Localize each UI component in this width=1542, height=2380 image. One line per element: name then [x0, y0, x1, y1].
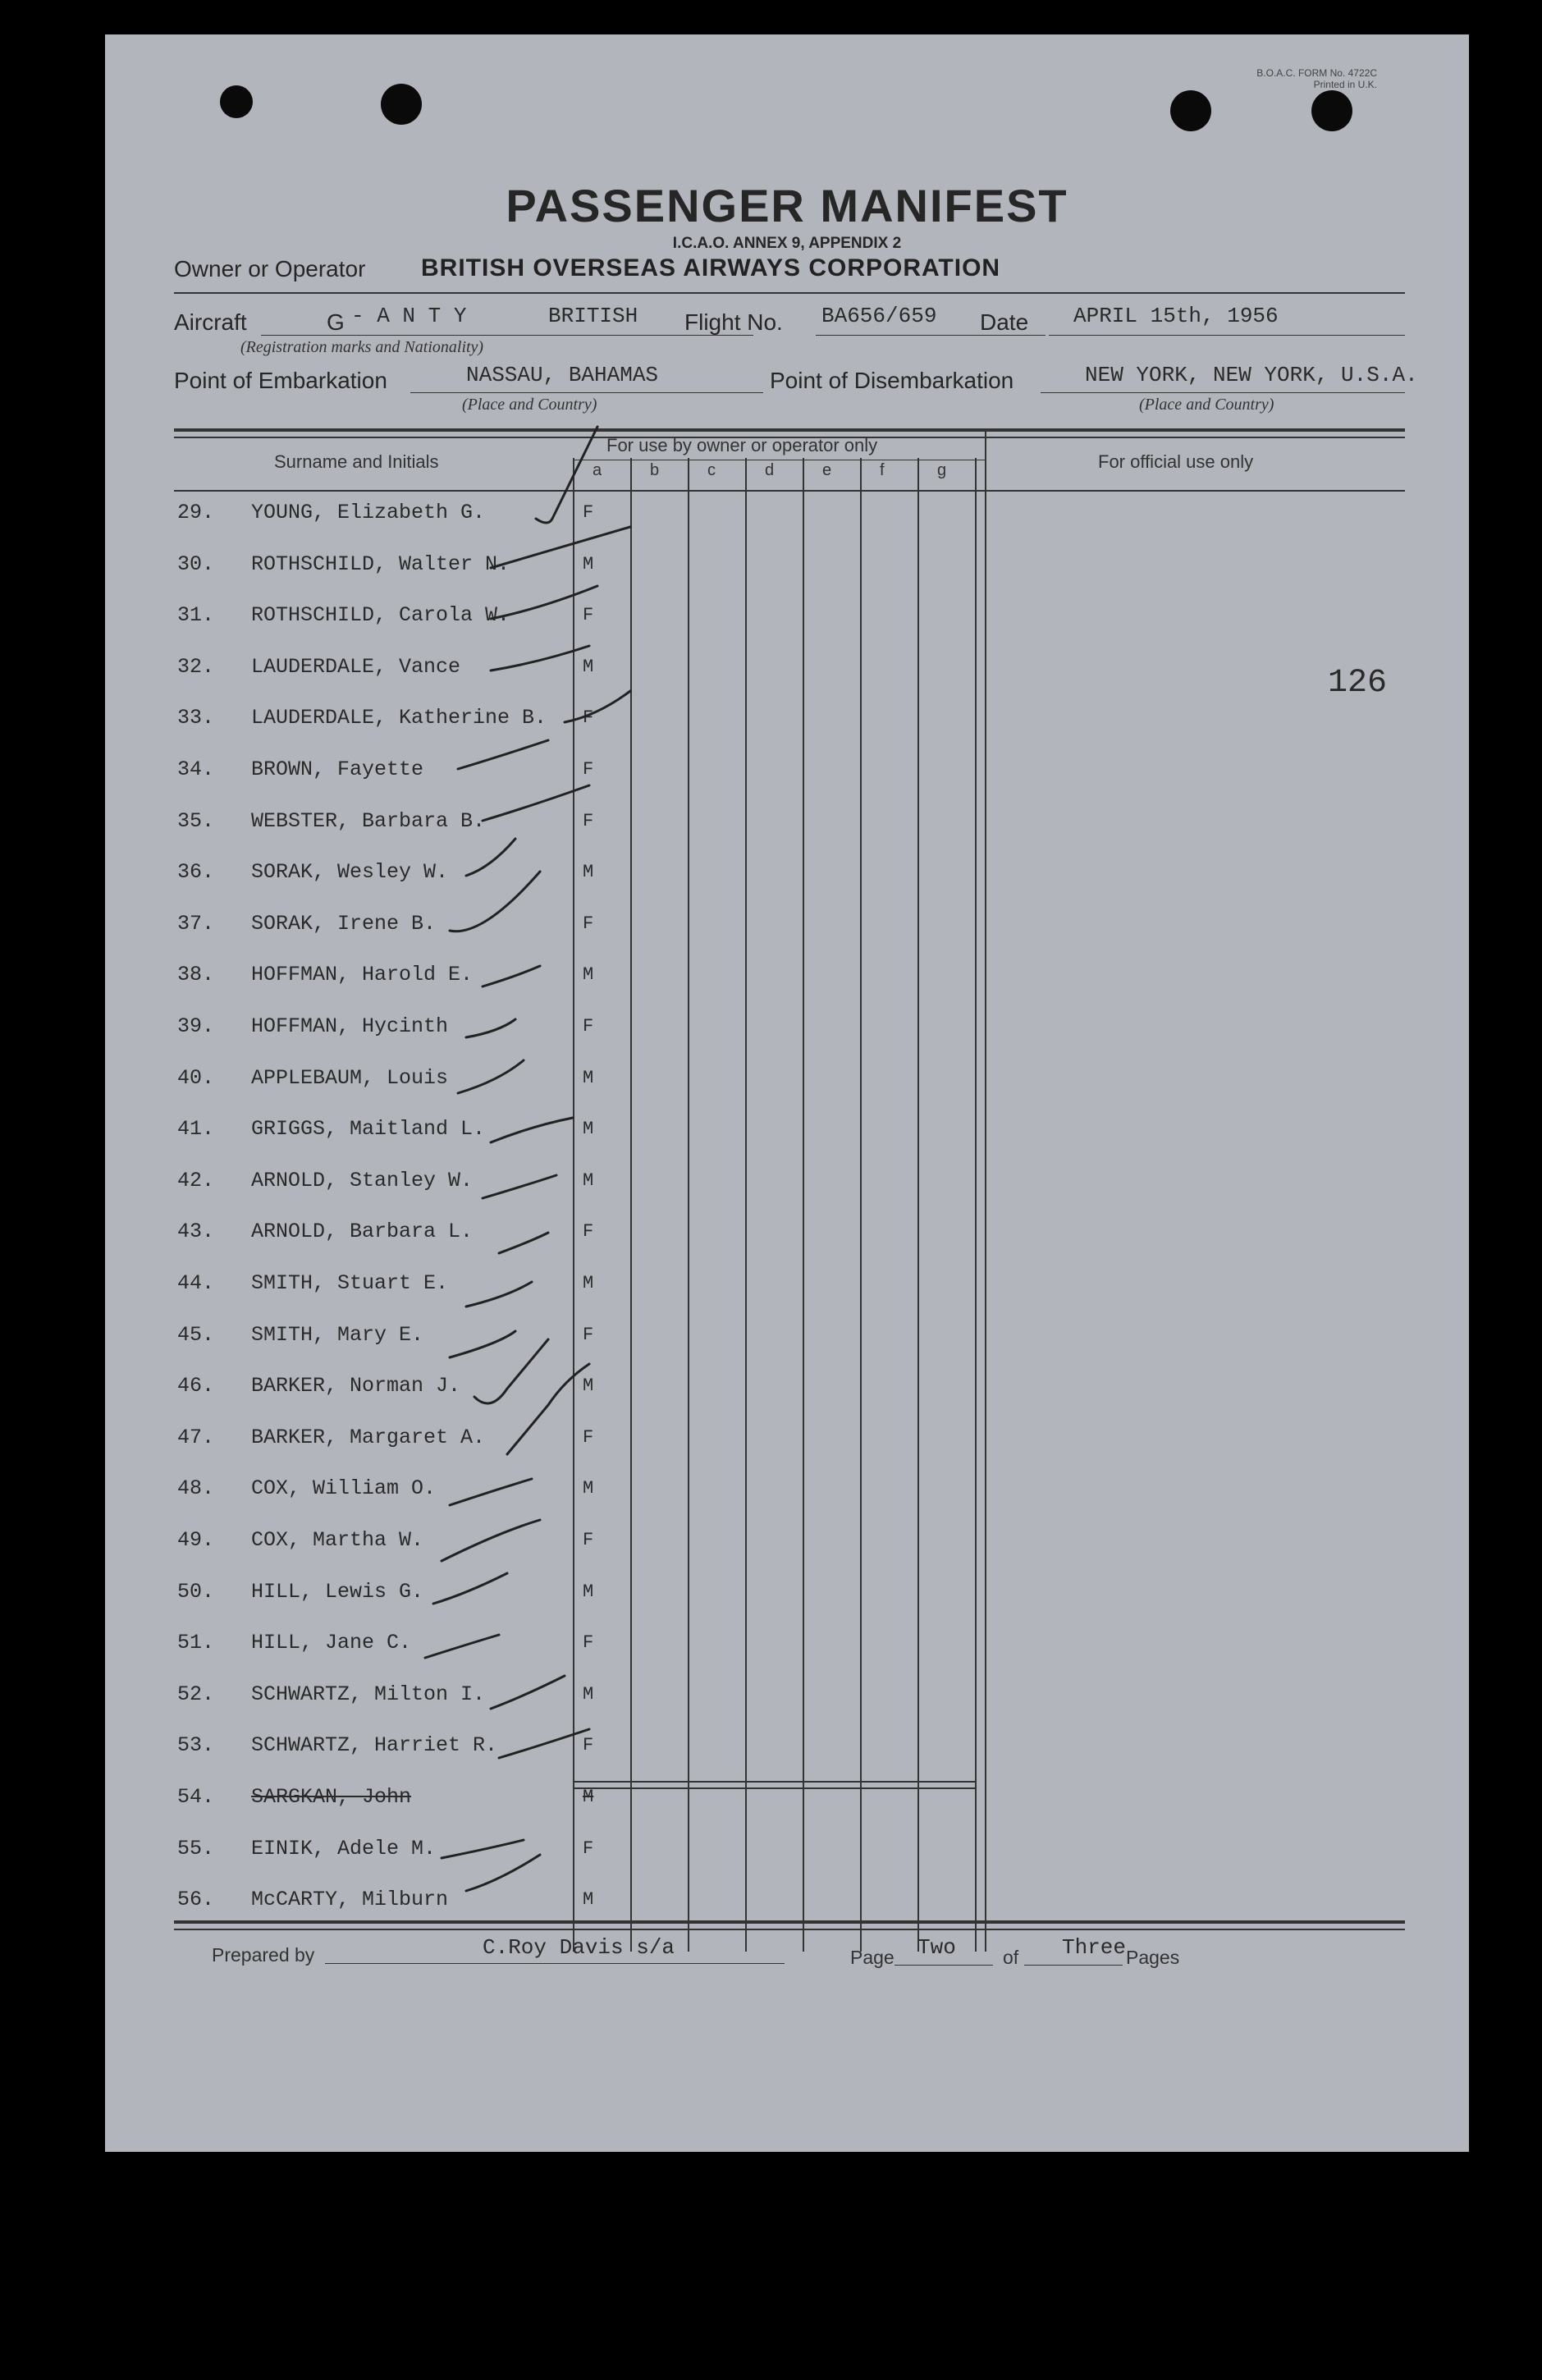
passenger-name: HOFFMAN, Hycinth	[251, 1014, 449, 1038]
passenger-name: SORAK, Wesley W.	[251, 860, 449, 885]
check-mark-icon	[507, 1364, 589, 1454]
passenger-name: HILL, Lewis G.	[251, 1579, 424, 1604]
check-mark-icon	[474, 1339, 548, 1403]
col-letter-d: d	[765, 461, 775, 479]
passenger-name: SMITH, Mary E.	[251, 1322, 424, 1347]
passenger-name: BARKER, Margaret A.	[251, 1425, 486, 1449]
passenger-sex: M	[583, 1273, 594, 1293]
passenger-number: 47.	[177, 1425, 215, 1449]
passenger-name: ROTHSCHILD, Walter N.	[251, 552, 510, 576]
aircraft-nationality: BRITISH	[548, 304, 638, 328]
embarkation-note: (Place and Country)	[462, 396, 597, 414]
col-surname: Surname and Initials	[274, 451, 439, 472]
tick-stroke-icon	[466, 1855, 540, 1891]
passenger-name: GRIGGS, Maitland L.	[251, 1117, 486, 1142]
tick-stroke-icon	[433, 1573, 507, 1604]
passenger-sex: F	[583, 1324, 594, 1345]
tick-stroke-icon	[442, 1840, 524, 1858]
tick-stroke-icon	[491, 527, 630, 568]
passenger-sex: F	[583, 1016, 594, 1037]
passenger-sex: M	[583, 964, 594, 986]
col-letter-a: a	[593, 461, 602, 479]
aircraft-prefix: G	[327, 309, 345, 335]
tick-stroke-icon	[458, 740, 548, 769]
disembarkation-label: Point of Disembarkation	[770, 368, 1014, 393]
passenger-number: 31.	[177, 603, 215, 628]
passenger-sex: M	[583, 862, 594, 883]
passenger-name: HILL, Jane C.	[251, 1631, 412, 1655]
tick-stroke-icon	[491, 1676, 565, 1709]
passenger-sex: F	[583, 913, 594, 934]
passenger-number: 55.	[177, 1836, 215, 1861]
official-number: 126	[1328, 665, 1388, 702]
disembarkation-note: (Place and Country)	[1139, 396, 1274, 414]
passenger-sex: M	[583, 656, 594, 677]
passenger-sex: F	[583, 810, 594, 831]
check-mark-icon	[466, 839, 515, 876]
date-value: APRIL 15th, 1956	[1073, 304, 1279, 328]
tick-stroke-icon	[499, 1233, 548, 1253]
handwritten-marks	[105, 34, 1469, 2152]
passenger-name: SORAK, Irene B.	[251, 911, 437, 936]
tick-stroke-icon	[565, 691, 630, 722]
passenger-number: 44.	[177, 1271, 215, 1295]
passenger-name: WEBSTER, Barbara B.	[251, 808, 486, 833]
passenger-sex: F	[583, 1426, 594, 1448]
flight-number: BA656/659	[821, 304, 937, 328]
col-letter-e: e	[822, 461, 832, 479]
passenger-number: 56.	[177, 1888, 215, 1912]
embarkation-value: NASSAU, BAHAMAS	[466, 363, 659, 387]
tick-stroke-icon	[499, 1729, 589, 1758]
passenger-number: 52.	[177, 1682, 215, 1706]
page-value: Two	[917, 1935, 956, 1960]
passenger-name: EINIK, Adele M.	[251, 1836, 437, 1861]
passenger-name: BARKER, Norman J.	[251, 1374, 461, 1398]
passenger-number: 54.	[177, 1785, 215, 1809]
col-letter-g: g	[937, 461, 947, 479]
passenger-name: HOFFMAN, Harold E.	[251, 963, 474, 987]
passenger-sex: F	[583, 1530, 594, 1550]
passenger-sex: M	[583, 1478, 594, 1499]
passenger-number: 42.	[177, 1168, 215, 1192]
passenger-sex: M	[583, 1581, 594, 1602]
passenger-sex: F	[583, 1632, 594, 1654]
tick-stroke-icon	[442, 1520, 540, 1561]
tick-stroke-icon	[450, 1479, 532, 1505]
owner-value: BRITISH OVERSEAS AIRWAYS CORPORATION	[421, 254, 1001, 281]
passenger-number: 51.	[177, 1631, 215, 1655]
date-label: Date	[980, 309, 1029, 335]
aircraft-label: Aircraft	[174, 309, 247, 335]
tick-stroke-icon	[450, 1331, 515, 1357]
passenger-number: 41.	[177, 1117, 215, 1142]
pages-value: Three	[1062, 1935, 1127, 1960]
passenger-name: LAUDERDALE, Vance	[251, 654, 461, 679]
passenger-name: ROTHSCHILD, Carola W.	[251, 603, 510, 628]
form-number: B.O.A.C. FORM No. 4722C	[1256, 67, 1377, 79]
aircraft-registration: - A N T Y	[351, 304, 467, 328]
pages-label: Pages	[1126, 1947, 1180, 1968]
passenger-number: 36.	[177, 860, 215, 885]
tick-stroke-icon	[458, 1060, 524, 1093]
passenger-name: YOUNG, Elizabeth G.	[251, 501, 486, 524]
passenger-name: APPLEBAUM, Louis	[251, 1065, 449, 1090]
tick-stroke-icon	[483, 785, 589, 821]
passenger-number: 48.	[177, 1476, 215, 1501]
embarkation-label: Point of Embarkation	[174, 368, 387, 393]
passenger-sex: M	[583, 1119, 594, 1140]
passenger-name: COX, William O.	[251, 1476, 437, 1501]
passenger-sex: M	[583, 1375, 594, 1397]
tick-stroke-icon	[483, 966, 540, 986]
passenger-number: 43.	[177, 1220, 215, 1244]
tick-stroke-icon	[491, 586, 597, 619]
passenger-sex: F	[583, 1221, 594, 1243]
passenger-number: 34.	[177, 757, 215, 781]
passenger-sex: M	[583, 1067, 594, 1088]
passenger-number: 30.	[177, 552, 215, 576]
col-letter-c: c	[707, 461, 716, 479]
manifest-subtitle: I.C.A.O. ANNEX 9, APPENDIX 2	[672, 235, 902, 252]
passenger-sex: F	[583, 502, 594, 523]
manifest-title: PASSENGER MANIFEST	[506, 180, 1068, 231]
passenger-number: 50.	[177, 1579, 215, 1604]
passenger-name: SMITH, Stuart E.	[251, 1271, 449, 1295]
tick-stroke-icon	[425, 1635, 499, 1658]
tick-stroke-icon	[466, 1282, 532, 1307]
flight-label: Flight No.	[684, 309, 783, 335]
tick-stroke-icon	[466, 1019, 515, 1037]
passenger-number: 46.	[177, 1374, 215, 1398]
passenger-number: 37.	[177, 911, 215, 936]
passenger-sex: M	[583, 553, 594, 574]
tick-stroke-icon	[491, 646, 589, 671]
passenger-name: SARGKAN, John	[251, 1785, 412, 1809]
printed-in: Printed in U.K.	[1313, 79, 1377, 90]
passenger-sex: M	[583, 1889, 594, 1911]
passenger-name: SCHWARTZ, Milton I.	[251, 1682, 486, 1706]
passenger-sex: M	[583, 1683, 594, 1705]
passenger-sex: F	[583, 1838, 594, 1859]
tick-stroke-icon	[491, 1118, 573, 1142]
check-mark-icon	[450, 872, 540, 931]
col-letter-b: b	[650, 461, 660, 479]
prepared-label: Prepared by	[212, 1944, 315, 1966]
passenger-sex: F	[583, 605, 594, 626]
passenger-number: 49.	[177, 1528, 215, 1552]
passenger-number: 29.	[177, 501, 215, 524]
passenger-name: LAUDERDALE, Katherine B.	[251, 706, 547, 730]
passenger-sex: F	[583, 707, 594, 729]
passenger-sex: F	[583, 1735, 594, 1756]
passenger-number: 45.	[177, 1322, 215, 1347]
passenger-number: 33.	[177, 706, 215, 730]
page-label: Page	[850, 1947, 895, 1968]
passenger-name: ARNOLD, Barbara L.	[251, 1220, 474, 1244]
passenger-number: 39.	[177, 1014, 215, 1038]
passenger-number: 38.	[177, 963, 215, 987]
owner-label: Owner or Operator	[174, 256, 366, 281]
disembarkation-value: NEW YORK, NEW YORK, U.S.A.	[1085, 363, 1418, 387]
passenger-name: BROWN, Fayette	[251, 757, 424, 781]
of-label: of	[1003, 1947, 1019, 1968]
passenger-sex: F	[583, 759, 594, 780]
passenger-sex: M	[583, 1169, 594, 1191]
tick-stroke-icon	[483, 1175, 556, 1198]
passenger-number: 40.	[177, 1065, 215, 1090]
manifest-page	[105, 34, 1469, 2152]
prepared-value: C.Roy Davis s/a	[483, 1935, 675, 1960]
aircraft-note: (Registration marks and Nationality)	[240, 338, 484, 356]
passenger-name: COX, Martha W.	[251, 1528, 424, 1552]
passenger-number: 35.	[177, 808, 215, 833]
passenger-name: SCHWARTZ, Harriet R.	[251, 1733, 498, 1758]
col-owner-use: For use by owner or operator only	[606, 435, 878, 455]
passenger-number: 53.	[177, 1733, 215, 1758]
col-letter-f: f	[880, 461, 885, 479]
passenger-name: ARNOLD, Stanley W.	[251, 1168, 474, 1192]
col-official: For official use only	[1098, 451, 1254, 472]
check-mark-icon	[536, 427, 597, 523]
passenger-number: 32.	[177, 654, 215, 679]
passenger-name: McCARTY, Milburn	[251, 1888, 449, 1912]
passenger-sex: M	[583, 1787, 594, 1807]
